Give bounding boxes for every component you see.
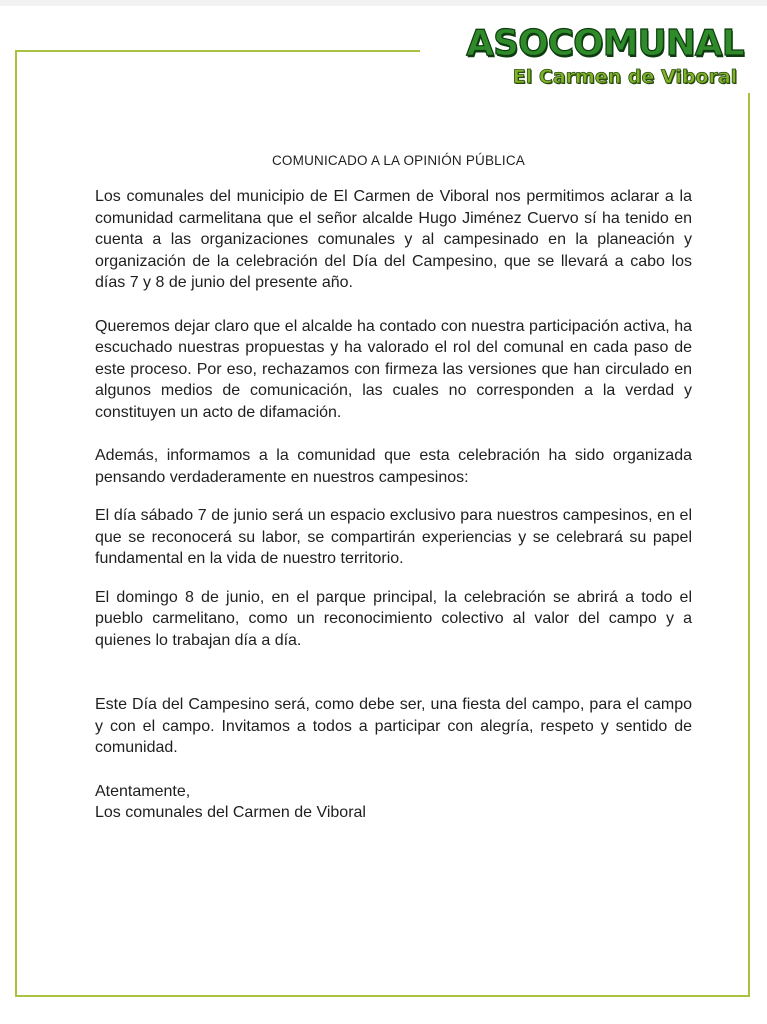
signature-block <box>95 781 692 824</box>
logo-subtitle: El Carmen de Viboral <box>512 66 738 88</box>
frame-border-top <box>15 50 420 52</box>
paragraph-participation: Queremos dejar claro que el alcalde ha contado con nuestra participación activa, ha escuchado nuestras propuestas y ha valorado el rol del comunal en cada paso de este proceso. Por eso, rechazamos con firmeza las versiones que han circulado en algunos medios de comunicación, las cuales no corresponden a la verdad y constituyen un acto de difamación. <box>95 317 692 421</box>
frame-border-right <box>748 93 750 997</box>
document-body <box>95 152 692 824</box>
paragraph-organization: Además, informamos a la comunidad que esta celebración ha sido organizada pensando verdaderamente en nuestros campesinos: <box>95 447 692 486</box>
signature-line: Los comunales del Carmen de Viboral <box>95 804 366 821</box>
paragraph-saturday: El día sábado 7 de junio será un espacio exclusivo para nuestros campesinos, en el que se reconocerá su labor, se compartirán experiencias y se celebrará su papel fundamental en la vida de nuestro territorio. <box>95 507 692 567</box>
paragraph-invitation: Este Día del Campesino será, como debe ser, una fiesta del campo, para el campo y con el campo. Invitamos a todos a participar con alegría, respeto y sentido de comunidad. <box>95 696 692 756</box>
document-title: COMUNICADO A LA OPINIÓN PÚBLICA <box>271 153 525 168</box>
asocomunal-logo <box>452 24 758 96</box>
top-strip <box>0 0 767 6</box>
paragraph-clarification: Los comunales del municipio de El Carmen de Viboral nos permitimos aclarar a la comunidad carmelitana que el señor alcalde Hugo Jiménez Cuervo sí ha tenido en cuenta a las organizaciones comunales y al campesinado en la planeación y organización de la celebración del Día del Campesino, que se llevará a cabo los días 7 y 8 de junio del presente año. <box>95 188 692 291</box>
closing-line: Atentamente, <box>95 782 191 800</box>
logo-name: ASOCOMUNAL <box>466 23 744 64</box>
paragraph-sunday: El domingo 8 de junio, en el parque principal, la celebración se abrirá a todo el pueblo carmelitano, como un reconocimiento colectivo al valor del campo y a quienes lo trabajan día a día. <box>95 588 692 649</box>
frame-border-bottom <box>15 995 750 997</box>
frame-border-left <box>15 50 17 997</box>
